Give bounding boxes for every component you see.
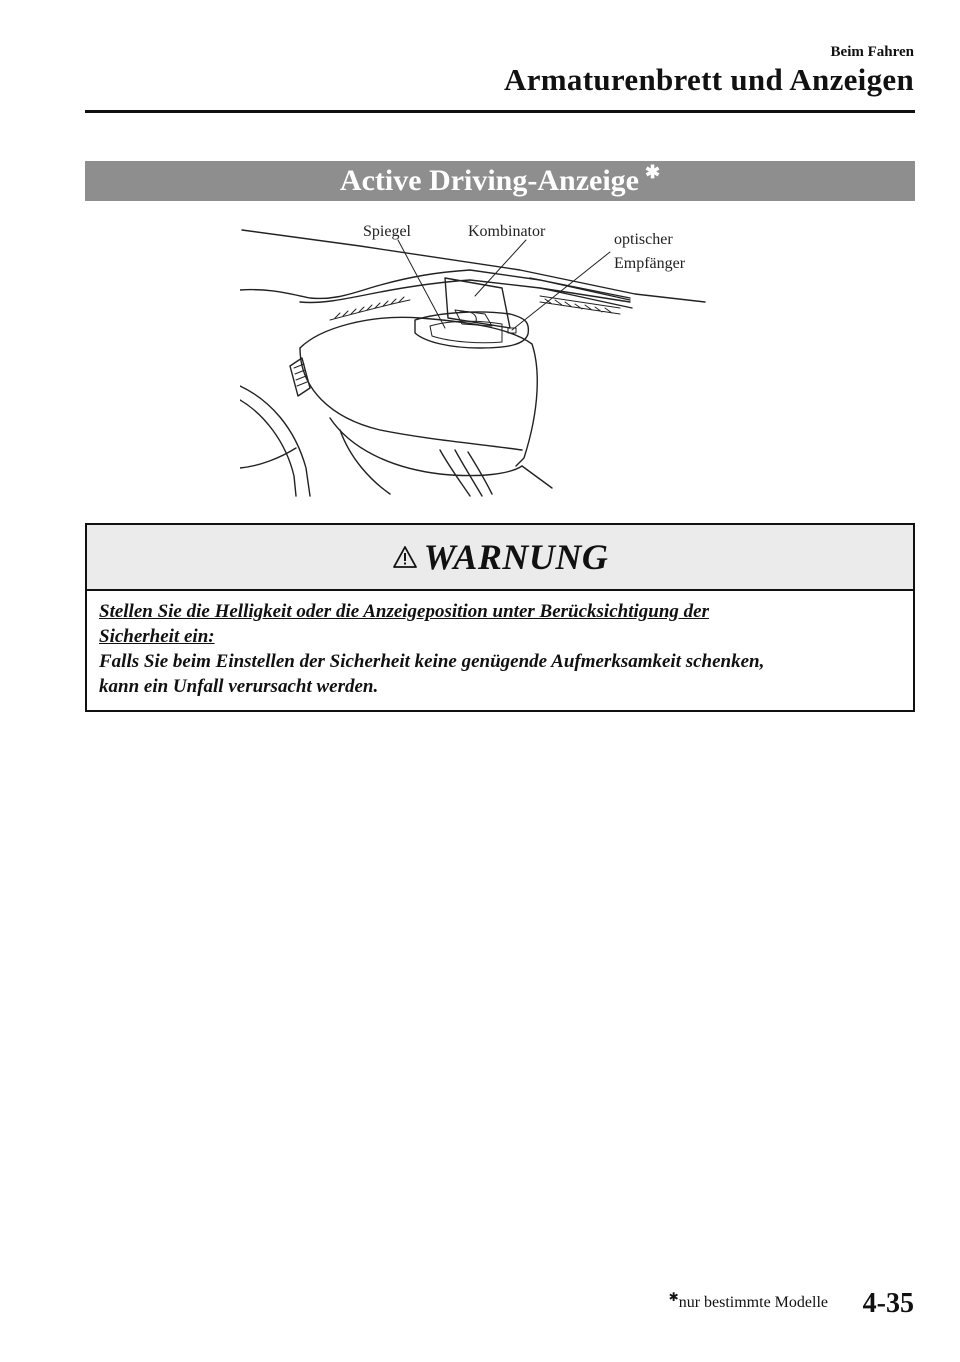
footnote bbox=[668, 1290, 828, 1312]
figure-label-sensor-1: optischer bbox=[614, 231, 673, 248]
warning-triangle-icon bbox=[392, 545, 418, 569]
star-icon: ✱ bbox=[668, 1290, 679, 1304]
warning-body bbox=[87, 591, 913, 699]
page-number: 4-35 bbox=[862, 1288, 914, 1319]
header-chapter: Armaturenbrett und Anzeigen bbox=[504, 62, 914, 97]
warning-text-1: Falls Sie beim Einstellen der Sicherheit keine genügende Aufmerksamkeit schenken, bbox=[99, 651, 765, 672]
warning-text-2: kann ein Unfall verursacht werden. bbox=[99, 676, 379, 697]
warning-header bbox=[87, 525, 913, 591]
section-title: Active Driving-Anzeige bbox=[339, 164, 639, 197]
warning-heading-1: Stellen Sie die Helligkeit oder die Anzeigeposition unter Berücksichtigung der bbox=[99, 601, 709, 622]
warning-title: WARNUNG bbox=[423, 537, 609, 577]
footnote-text: nur bestimmte Modelle bbox=[678, 1294, 828, 1311]
warning-box bbox=[85, 523, 915, 712]
header-section: Beim Fahren bbox=[830, 44, 914, 60]
figure-label-mirror: Spiegel bbox=[363, 223, 411, 240]
star-icon: ✱ bbox=[644, 161, 661, 182]
figure-label-combiner: Kombinator bbox=[468, 223, 546, 240]
section-title-bar bbox=[85, 161, 915, 201]
header-rule bbox=[85, 110, 915, 113]
warning-heading-2: Sicherheit ein: bbox=[99, 626, 215, 647]
figure-label-sensor-2: Empfänger bbox=[614, 255, 686, 272]
